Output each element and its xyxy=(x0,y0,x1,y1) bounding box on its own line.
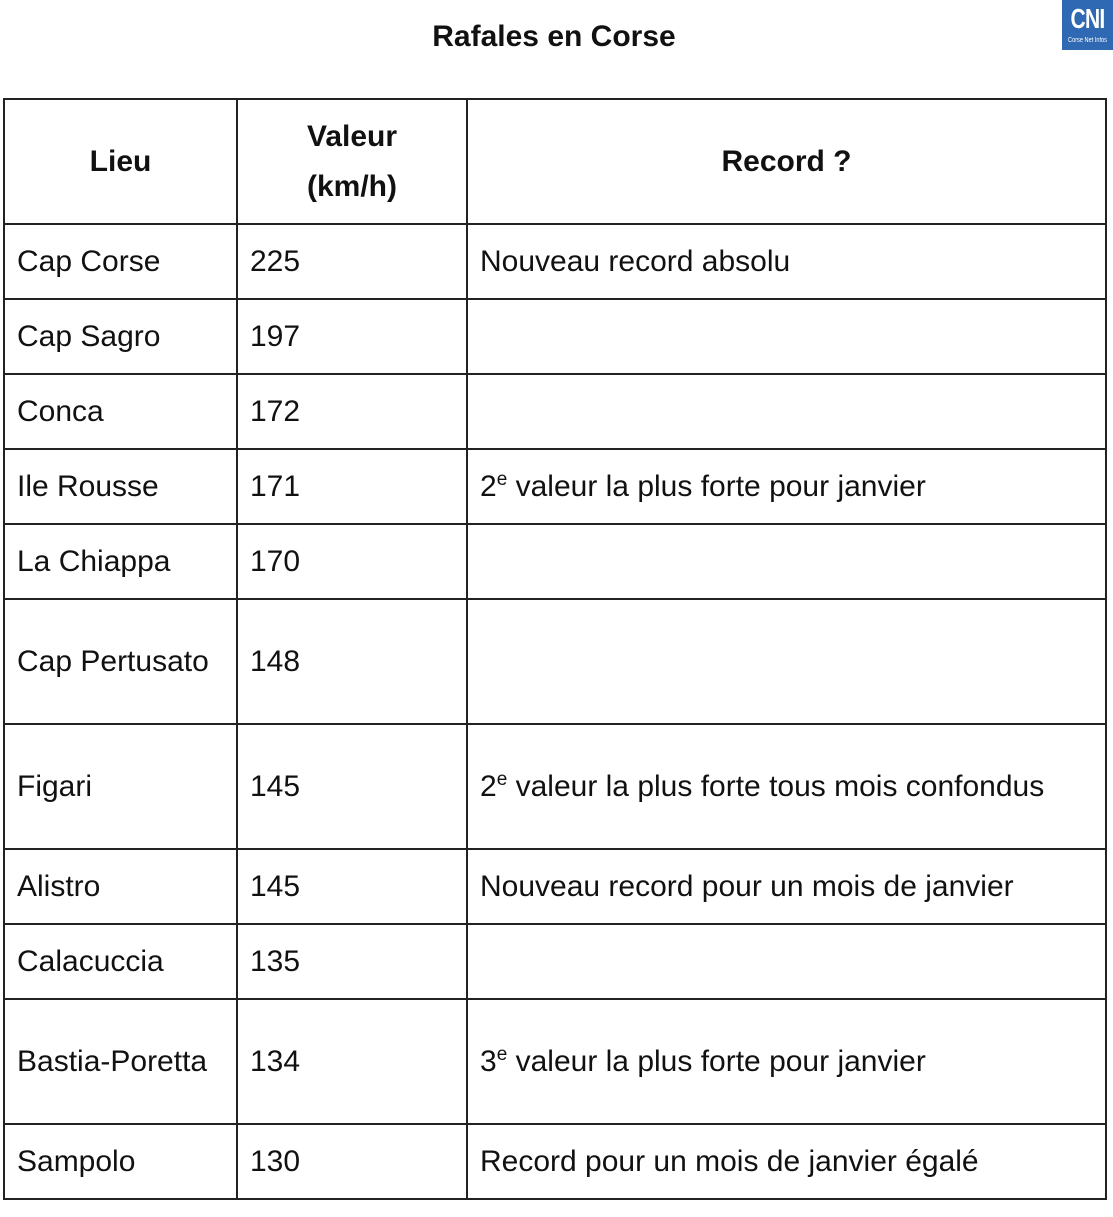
table-row xyxy=(4,524,1106,599)
logo-subtitle: Corse Net Infos xyxy=(1068,37,1107,44)
cell-lieu: Cap Pertusato xyxy=(4,599,237,724)
table-header-row xyxy=(4,99,1106,224)
header-record: Record ? xyxy=(467,99,1106,224)
record-rank-suffix: e xyxy=(496,468,508,490)
cell-lieu: Figari xyxy=(4,724,237,849)
cell-lieu: La Chiappa xyxy=(4,524,237,599)
cell-record xyxy=(467,599,1106,724)
header-valeur-line1: Valeur xyxy=(306,119,398,153)
table-row xyxy=(4,999,1106,1124)
record-rank: 3 xyxy=(480,1044,497,1078)
cell-lieu: Sampolo xyxy=(4,1124,237,1199)
table-row xyxy=(4,724,1106,849)
record-text: valeur la plus forte tous mois confondus xyxy=(507,769,1045,803)
cell-valeur: 134 xyxy=(237,999,467,1124)
cell-valeur: 172 xyxy=(237,374,467,449)
cell-valeur: 197 xyxy=(237,299,467,374)
cell-record xyxy=(467,524,1106,599)
cell-valeur: 225 xyxy=(237,224,467,299)
record-rank: 2 xyxy=(480,769,497,803)
table-row xyxy=(4,224,1106,299)
header-lieu: Lieu xyxy=(4,99,237,224)
cell-lieu: Cap Corse xyxy=(4,224,237,299)
cell-record xyxy=(467,999,1106,1124)
cell-lieu: Bastia-Poretta xyxy=(4,999,237,1124)
cell-lieu: Calacuccia xyxy=(4,924,237,999)
cell-lieu: Ile Rousse xyxy=(4,449,237,524)
cell-record: Nouveau record pour un mois de janvier xyxy=(467,849,1106,924)
table-row xyxy=(4,849,1106,924)
cell-record: Nouveau record absolu xyxy=(467,224,1106,299)
cell-record xyxy=(467,449,1106,524)
table-row xyxy=(4,1124,1106,1199)
cell-lieu: Conca xyxy=(4,374,237,449)
table-row xyxy=(4,449,1106,524)
cell-valeur: 130 xyxy=(237,1124,467,1199)
header-valeur xyxy=(237,99,467,224)
cell-lieu: Cap Sagro xyxy=(4,299,237,374)
cell-record xyxy=(467,724,1106,849)
cell-record: Record pour un mois de janvier égalé xyxy=(467,1124,1106,1199)
cell-valeur: 171 xyxy=(237,449,467,524)
cell-valeur: 145 xyxy=(237,849,467,924)
table-row xyxy=(4,924,1106,999)
cell-record xyxy=(467,374,1106,449)
gusts-table xyxy=(3,98,1107,1200)
cni-logo xyxy=(1062,0,1113,50)
cell-valeur: 145 xyxy=(237,724,467,849)
record-rank-suffix: e xyxy=(496,1043,508,1065)
table-row xyxy=(4,599,1106,724)
record-rank-suffix: e xyxy=(496,768,508,790)
table-row xyxy=(4,374,1106,449)
cell-valeur: 148 xyxy=(237,599,467,724)
cell-record xyxy=(467,299,1106,374)
cell-lieu: Alistro xyxy=(4,849,237,924)
record-text: valeur la plus forte pour janvier xyxy=(507,1044,926,1078)
cell-valeur: 170 xyxy=(237,524,467,599)
logo-text: CNI xyxy=(1070,3,1105,34)
record-text: valeur la plus forte pour janvier xyxy=(507,469,926,503)
table-row xyxy=(4,299,1106,374)
header-valeur-line2: (km/h) xyxy=(307,169,397,203)
record-rank: 2 xyxy=(480,469,497,503)
cell-valeur: 135 xyxy=(237,924,467,999)
page-title: Rafales en Corse xyxy=(432,20,676,53)
cell-record xyxy=(467,924,1106,999)
